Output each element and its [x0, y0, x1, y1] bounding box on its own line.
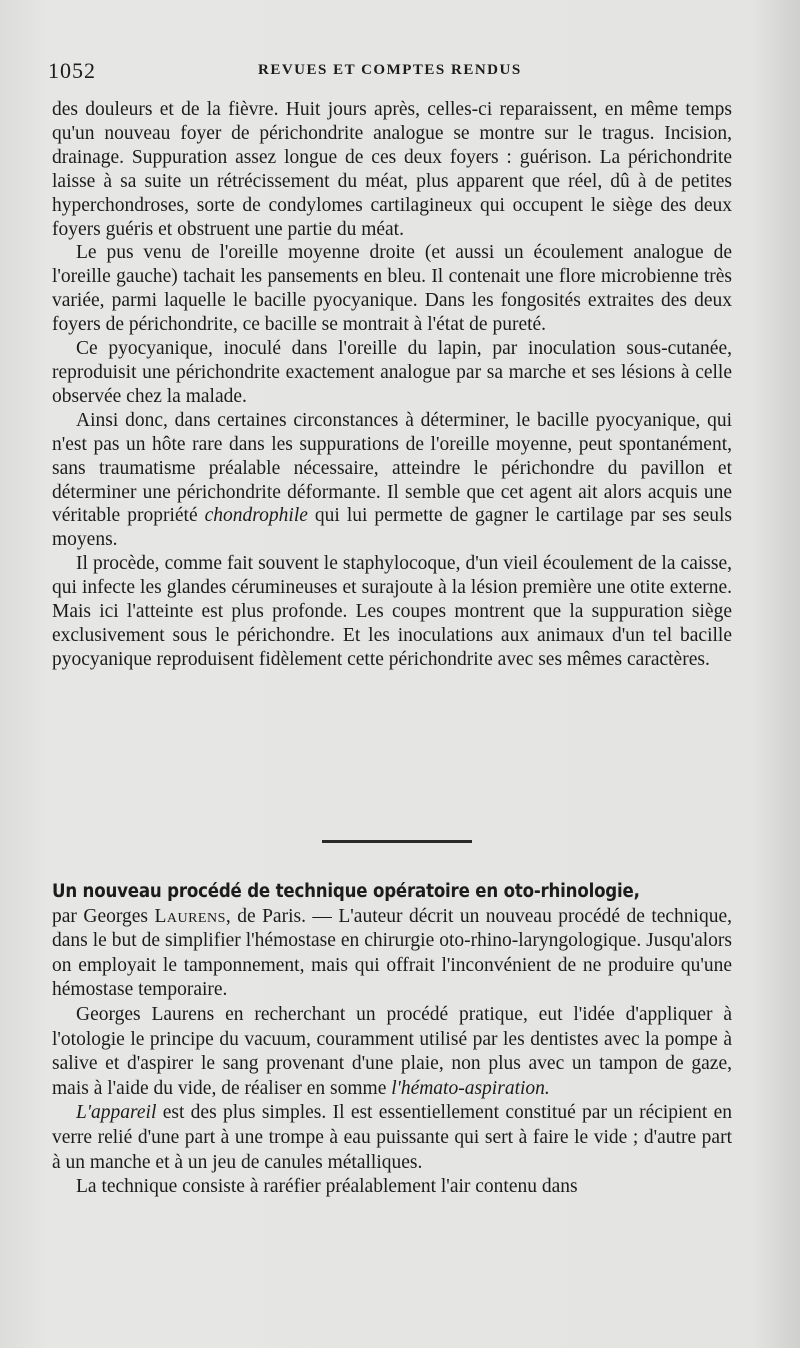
- paragraph: des douleurs et de la fièvre. Huit jours après, celles-ci reparaissent, en même temps qu'un nouveau foyer de périchondrite analogue se montre sur le tragus. Incision, drainage. Suppuration assez longue de ces deux foyers : guérison. La périchondrite laisse à sa suite un rétrécissement du méat, plus apparent que réel, dû à de petites hyperchondroses, sorte de condylomes cartilagineux qui occupent le siège des deux foyers guéris et obstruent une partie du méat.: [52, 99, 732, 240]
- paragraph-text: Ainsi donc, dans certaines circonstances à déterminer, le bacille pyocyanique, qui n'est pas un hôte rare dans les suppurations de l'oreille moyenne, peut spontanément, sans traumatisme préalable nécessaire, atteindre le périchondre du pavillon et déterminer une périchondrite déformante. Il semble que cet agent ait alors acquis une véritable propriété: [52, 409, 732, 527]
- paragraph-text: Georges Laurens en recherchant un procédé pratique, eut l'idée d'appliquer à l'otologie le principe du vacuum, couramment utilisé par les dentistes avec la pompe à salive et d'aspirer le sang provenant d'une plaie, non plus avec un tampon de gaze, mais à l'aide du vide, de réaliser en somme: [52, 1003, 732, 1099]
- italic-term: L'appareil: [76, 1102, 157, 1124]
- author-surname: Laurens: [154, 905, 226, 927]
- byline-rest: , de Paris. — L'auteur décrit un nouveau procédé de technique, dans le but de simplifier l'hémostase en chirurgie oto-rhino-laryngologique. Jusqu'alors on employait le tamponnement, mais qui offrait l'inconvénient de ne produire qu'une hémostase temporaire.: [52, 905, 732, 1001]
- paragraph: Il procède, comme fait souvent le staphylocoque, d'un vieil écoulement de la caisse, qui infecte les glandes cérumineuses et surajoute à la lésion première une otite externe. Mais ici l'atteinte est plus profonde. Les coupes montrent que la suppuration siège exclusivement sous le périchondre. Et les inoculations aux animaux d'un tel bacille pyocyanique reproduisent fidèlement cette périchondrite avec ses mêmes caractères.: [52, 553, 732, 670]
- italic-term: chondrophile: [204, 505, 308, 527]
- byline-prefix: par Georges: [52, 905, 148, 927]
- paragraph-text: est des plus simples. Il est essentiellement constitué par un récipient en verre relié d'une part à une trompe à eau puissante qui sert à faire le vide ; d'autre part à un manche et à un jeu de canules métalliques.: [52, 1102, 733, 1173]
- running-head: [48, 58, 760, 88]
- paragraph-text: qui lui permette de gagner le cartilage par ses seuls moyens.: [52, 505, 733, 551]
- paragraph: [52, 1101, 732, 1175]
- page-number: 1052: [48, 58, 96, 83]
- paragraph: La technique consiste à raréfier préalablement l'air contenu dans: [76, 1176, 578, 1198]
- previous-article-text: [52, 98, 732, 672]
- paragraph: Ce pyocyanique, inoculé dans l'oreille du lapin, par inoculation sous-cutanée, reproduisit une périchondrite exactement analogue par sa marche et ses lésions à celle observée chez la malade.: [52, 338, 732, 407]
- section-divider: [322, 840, 472, 843]
- article-intro: [52, 880, 732, 1003]
- new-article: [52, 880, 732, 1200]
- paragraph: [52, 1003, 732, 1101]
- paragraph: [52, 409, 732, 552]
- journal-title: REVUES ET COMPTES RENDUS: [258, 62, 522, 78]
- italic-term: l'hémato-aspiration.: [391, 1077, 550, 1099]
- paragraph: Le pus venu de l'oreille moyenne droite (et aussi un écoulement analogue de l'oreille gauche) tachait les pansements en bleu. Il contenait une flore microbienne très variée, parmi laquelle le bacille pyocyanique. Dans les fongosités extraites des deux foyers de périchondrite, ce bacille se montrait à l'état de pureté.: [52, 242, 732, 336]
- article-title: Un nouveau procédé de technique opératoire en oto-rhinologie,: [52, 881, 640, 902]
